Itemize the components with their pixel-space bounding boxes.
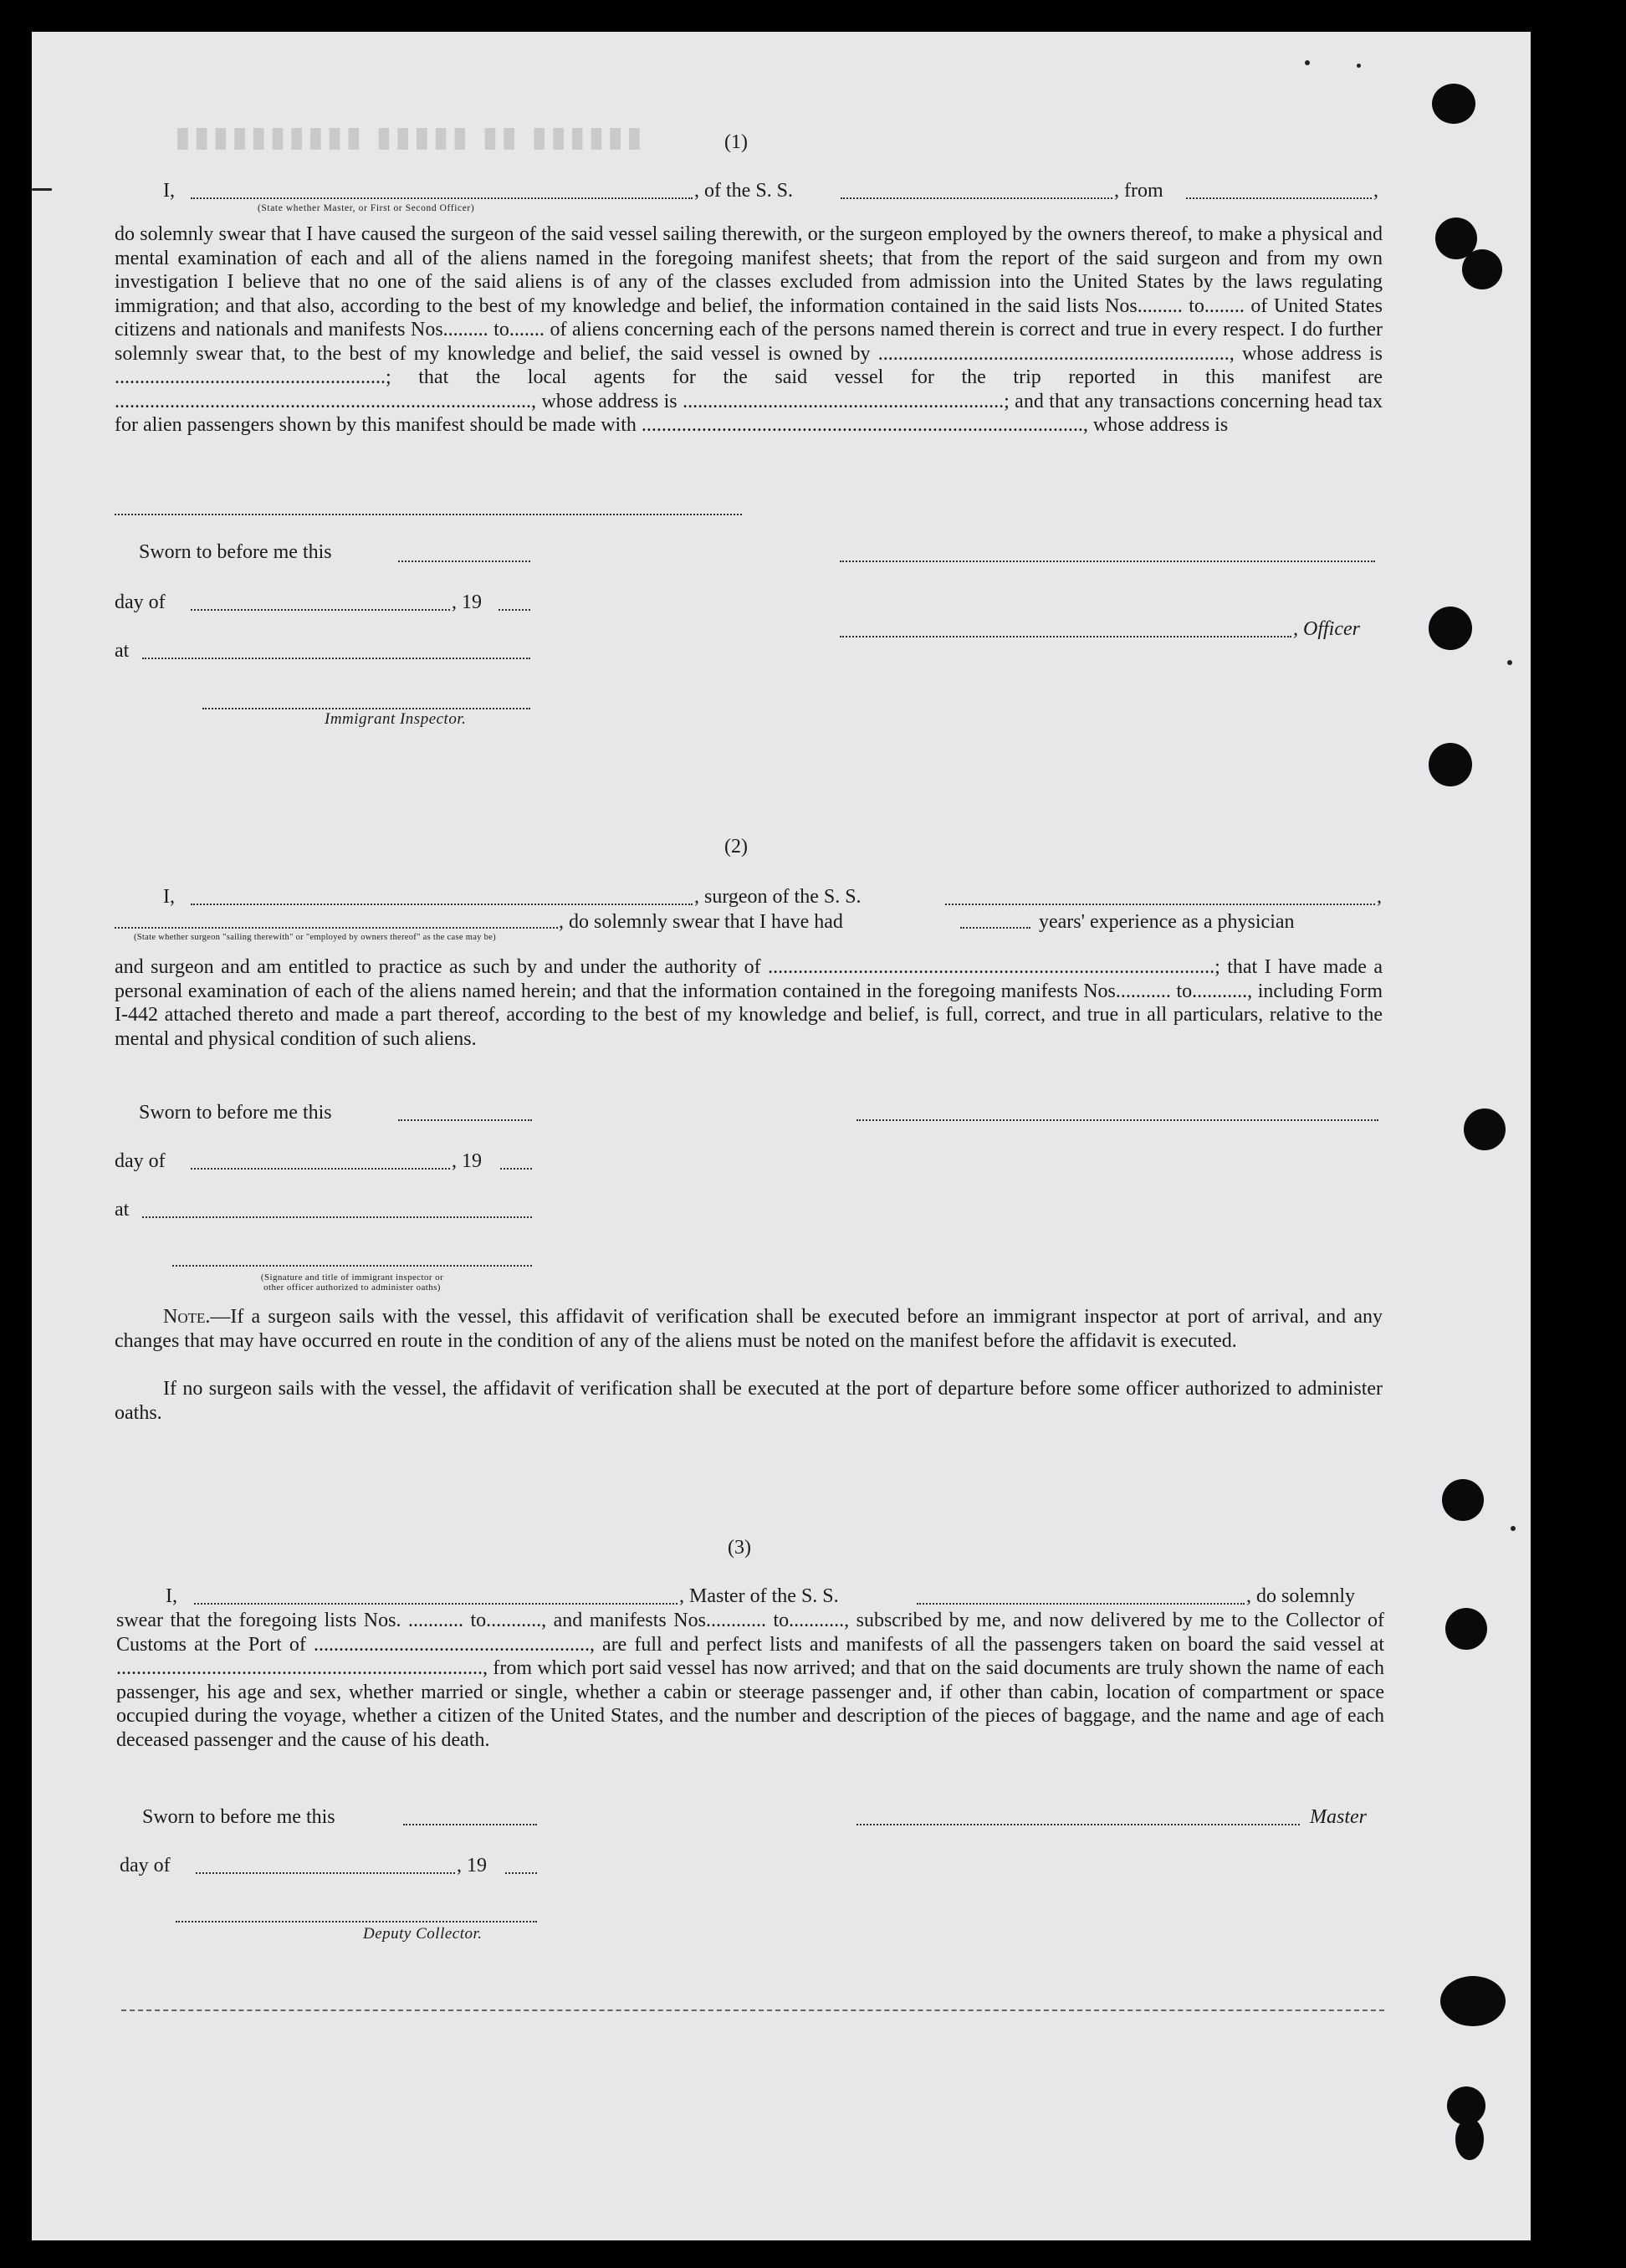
punch-hole	[1432, 84, 1475, 124]
years-experience-field[interactable]	[960, 927, 1030, 929]
officer-signature-line[interactable]	[840, 561, 1375, 562]
signature-hint-line-1: (Signature and title of immigrant inspector or	[260, 1272, 444, 1282]
note-text: —If a surgeon sails with the vessel, this affidavit of verification shall be executed before an immigrant inspector at port of arrival, and any changes that may have occurred en route in the condition of any of the aliens must be noted on the manifest before the affidavit is executed.	[115, 1306, 1383, 1352]
sworn-label: Sworn to before me this	[142, 1806, 335, 1828]
officer-caption: , Officer	[1293, 618, 1360, 640]
day-of-label: day of	[115, 591, 166, 613]
section-3-oath-text: swear that the foregoing lists Nos. ........... to..........., and manifests Nos............ to..........., subscribed by me, and now delivered by me to the Collector of Customs at the Port of ......................................................., are full and perfect lists and manifests of all the passengers taken on board the said vessel at ........................................................................., from which port said vessel has now arrived; and that on the said documents are truly shown the name of each passenger, his age and sex, whether married or single, whether a cabin or steerage passenger and, if other than cabin, location of compartment or space occupied during the voyage, whether a citizen of the United States, and the number and description of the pieces of baggage, and the name and age of each deceased passenger and the cause of his death.	[116, 1610, 1384, 1751]
section-2-oath-text: and surgeon and am entitled to practice as such by and under the authority of .........................................................................................; that I have made a personal examination of each of the aliens named herein; and that the information contained in the foregoing manifests Nos........... to..........., including Form I-442 attached thereto and made a part thereof, according to the best of my knowledge and belief, is full, correct, and true in all particulars, relative to the mental and physical condition of such aliens.	[115, 956, 1383, 1050]
punch-hole	[1429, 607, 1472, 650]
punch-hole	[1429, 743, 1472, 786]
departure-port-field[interactable]	[1186, 197, 1372, 199]
officer-rank-field[interactable]	[191, 197, 693, 199]
deputy-collector-caption: Deputy Collector.	[363, 1925, 483, 1943]
month-field[interactable]	[191, 609, 450, 611]
sworn-label: Sworn to before me this	[139, 541, 332, 563]
oath-2-pronoun: I,	[163, 886, 175, 908]
sworn-date-field[interactable]	[398, 561, 530, 562]
sworn-date-field[interactable]	[398, 1119, 532, 1121]
surgeon-status-hint: (State whether surgeon "sailing therewith" or "employed by owners thereof" as the case may be)	[134, 933, 496, 942]
speck	[1305, 60, 1310, 65]
at-label: at	[115, 1199, 130, 1221]
ship-name-field[interactable]	[841, 197, 1112, 199]
day-of-label: day of	[120, 1855, 171, 1876]
master-caption: Master	[1310, 1806, 1367, 1828]
surgeon-ship-label: , surgeon of the S. S.	[694, 886, 862, 908]
place-field[interactable]	[142, 1216, 532, 1218]
section-2-note-continued: If no surgeon sails with the vessel, the affidavit of verification shall be executed at the port of departure before some officer authorized to administer oaths.	[115, 1378, 1383, 1424]
section-1-heading: (1)	[724, 131, 748, 153]
speck	[1511, 1526, 1516, 1531]
line-end-comma: ,	[1377, 886, 1382, 908]
speck	[32, 188, 52, 191]
punch-hole	[1455, 2118, 1484, 2160]
year-label: , 19	[457, 1855, 487, 1876]
section-2-heading: (2)	[724, 836, 748, 858]
sworn-date-field[interactable]	[403, 1824, 537, 1825]
year-field[interactable]	[505, 1872, 537, 1874]
month-field[interactable]	[196, 1872, 455, 1874]
solemnly-text: , do solemnly	[1246, 1585, 1355, 1607]
master-ship-field[interactable]	[917, 1603, 1245, 1605]
year-label: , 19	[452, 591, 482, 613]
punch-hole	[1462, 249, 1502, 289]
bottom-divider	[121, 2009, 1384, 2011]
punch-hole	[1464, 1108, 1506, 1150]
punch-hole	[1445, 1608, 1487, 1650]
note-label: Note.	[163, 1306, 211, 1328]
section-1-oath-text: do solemnly swear that I have caused the surgeon of the said vessel sailing therewith, or the surgeon employed by the owners thereof, to make a physical and mental examination of each and all of the aliens named in the foregoing manifest sheets; that from the report of the said surgeon and from my own investigation I believe that no one of the said aliens is of any of the classes excluded from admission into the United States by the laws regulating immigration; and that also, according to the best of my knowledge and belief, the information contained in the said lists Nos......... to........ of United States citizens and nationals and manifests Nos......... to....... of aliens concerning each of the persons named therein is correct and true in every respect. I do further solemnly swear that, to the best of my knowledge and belief, the said vessel is owned by ......................................................................, whose address is ......................................................; that the local agents for the said vessel for the trip reported in this manifest are ..................................................................................., whose address is ................................................................; and that any transactions concerning head tax for alien passengers shown by this manifest should be made with ........................................................................................, whose address is	[115, 223, 1383, 436]
punch-hole	[1440, 1976, 1506, 2026]
master-ship-label: , Master of the S. S.	[679, 1585, 839, 1607]
deputy-collector-signature-line[interactable]	[176, 1921, 537, 1922]
address-continuation-field[interactable]	[115, 514, 742, 515]
speck	[1357, 64, 1361, 68]
year-field[interactable]	[500, 1168, 532, 1170]
surgeon-signature-line[interactable]	[856, 1119, 1378, 1121]
officer-title-line[interactable]	[840, 636, 1291, 637]
punch-hole	[1442, 1479, 1484, 1521]
bleed-through-text: ▮▮▮▮▮▮ ▮▮ ▮▮▮▮▮ ▮▮▮▮▮▮▮▮▮▮	[171, 125, 642, 156]
oath-3-pronoun: I,	[166, 1585, 177, 1607]
master-name-field[interactable]	[194, 1603, 678, 1605]
master-signature-line[interactable]	[856, 1824, 1300, 1825]
physician-text: years' experience as a physician	[1039, 911, 1295, 933]
place-field[interactable]	[142, 658, 530, 659]
section-3-heading: (3)	[728, 1537, 751, 1559]
year-label: , 19	[452, 1150, 482, 1172]
sworn-label: Sworn to before me this	[139, 1102, 332, 1124]
experience-text: , do solemnly swear that I have had	[559, 911, 843, 933]
line-end-comma: ,	[1373, 180, 1378, 202]
section-2-note	[115, 1305, 1383, 1353]
signature-hint-line-2: other officer authorized to administer oaths)	[263, 1282, 441, 1293]
day-of-label: day of	[115, 1150, 166, 1172]
year-field[interactable]	[499, 609, 530, 611]
from-label: , from	[1114, 180, 1163, 202]
surgeon-status-field[interactable]	[115, 927, 558, 929]
speck	[1507, 660, 1512, 665]
inspector-caption: Immigrant Inspector.	[325, 710, 467, 728]
at-label: at	[115, 640, 130, 662]
surgeon-name-field[interactable]	[191, 904, 693, 905]
surgeon-ship-field[interactable]	[945, 904, 1375, 905]
oath-1-pronoun: I,	[163, 180, 175, 202]
authorized-officer-signature-line[interactable]	[172, 1265, 532, 1267]
ship-label: , of the S. S.	[694, 180, 794, 202]
month-field[interactable]	[191, 1168, 450, 1170]
officer-rank-hint: (State whether Master, or First or Second Officer)	[258, 203, 475, 213]
